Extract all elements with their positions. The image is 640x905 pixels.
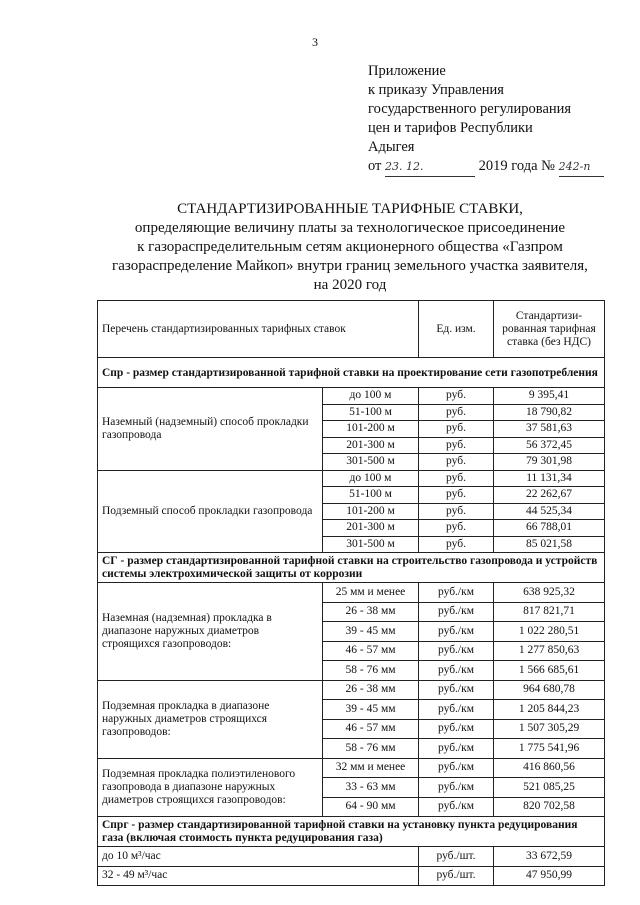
date-prefix: от [368, 158, 382, 174]
unit-cell: руб. [419, 454, 494, 471]
rate-cell: 820 702,58 [494, 797, 605, 817]
tariff-table [97, 300, 605, 886]
range-cell: 33 - 63 мм [323, 778, 419, 798]
unit-cell: руб./км [419, 661, 494, 681]
table-row [98, 758, 605, 778]
header-list: Перечень стандартизированных тарифных ставок [98, 301, 419, 358]
title-line: газораспределение Майкоп» внутри границ земельного участка заявителя, [112, 258, 588, 274]
rate-cell: 1 775 541,96 [494, 739, 605, 759]
unit-cell: руб./км [419, 602, 494, 622]
range-cell: до 100 м [323, 470, 419, 487]
range-cell: 26 - 38 мм [323, 602, 419, 622]
unit-cell: руб./км [419, 680, 494, 700]
table-row [98, 847, 605, 867]
range-cell: до 100 м [323, 388, 419, 405]
rate-cell: 47 950,99 [494, 866, 605, 886]
rate-cell: 85 021,58 [494, 536, 605, 553]
title-line: СТАНДАРТИЗИРОВАННЫЕ ТАРИФНЫЕ СТАВКИ, [177, 201, 523, 217]
section-header-row [98, 553, 605, 583]
unit-cell: руб. [419, 421, 494, 438]
unit-cell: руб./км [419, 758, 494, 778]
appendix-line: к приказу Управления [368, 82, 504, 98]
rate-cell: 1 205 844,23 [494, 700, 605, 720]
table-row [98, 680, 605, 700]
unit-cell: руб./км [419, 641, 494, 661]
unit-cell: руб. [419, 437, 494, 454]
unit-cell: руб./км [419, 700, 494, 720]
rate-cell: 817 821,71 [494, 602, 605, 622]
unit-cell: руб./шт. [419, 866, 494, 886]
range-cell: 39 - 45 мм [323, 622, 419, 642]
range-cell: 46 - 57 мм [323, 719, 419, 739]
section-title: СГ - размер стандартизированной тарифной ставки на строительство газопровода и устройств системы электрохимической защиты от коррозии [98, 553, 605, 583]
appendix-line: Адыгея [368, 139, 415, 155]
title-line: к газораспределительным сетям акционерного общества «Газпром [137, 239, 563, 255]
unit-cell: руб. [419, 487, 494, 504]
unit-cell: руб./км [419, 778, 494, 798]
page-number: 3 [312, 35, 318, 49]
table-row [98, 470, 605, 487]
unit-cell: руб./км [419, 622, 494, 642]
range-cell: 201-300 м [323, 437, 419, 454]
unit-cell: руб. [419, 404, 494, 421]
header-rate: Стандартизи-рованная тарифная ставка (без НДС) [494, 301, 605, 358]
range-cell: 101-200 м [323, 503, 419, 520]
range-cell: 51-100 м [323, 487, 419, 504]
appendix-line: Приложение [368, 63, 446, 79]
section-title: Спр - размер стандартизированной тарифной ставки на проектирование сети газопотребления [98, 358, 605, 388]
header-unit: Ед. изм. [419, 301, 494, 358]
unit-cell: руб. [419, 470, 494, 487]
rate-cell: 66 788,01 [494, 520, 605, 537]
range-cell: 26 - 38 мм [323, 680, 419, 700]
unit-cell: руб./км [419, 797, 494, 817]
unit-cell: руб. [419, 388, 494, 405]
range-cell: 46 - 57 мм [323, 641, 419, 661]
table-row [98, 866, 605, 886]
table-row [98, 388, 605, 405]
group-name: Наземная (надземная) прокладка в диапазоне наружных диаметров строящихся газопроводов: [98, 583, 323, 681]
table-row [98, 583, 605, 603]
rate-cell: 56 372,45 [494, 437, 605, 454]
rate-cell: 521 085,25 [494, 778, 605, 798]
unit-cell: руб. [419, 520, 494, 537]
range-cell: 51-100 м [323, 404, 419, 421]
range-cell: 64 - 90 мм [323, 797, 419, 817]
group-name: Наземный (надземный) способ прокладки газопровода [98, 388, 323, 471]
handwritten-date: 23. 12. [385, 157, 475, 177]
range-cell: 39 - 45 мм [323, 700, 419, 720]
section-title: Спрг - размер стандартизированной тарифной ставки на установку пункта редуцирования газа (включая стоимость пункта редуцирования газа) [98, 817, 605, 847]
rate-cell: 1 277 850,63 [494, 641, 605, 661]
range-cell: 201-300 м [323, 520, 419, 537]
rate-cell: 9 395,41 [494, 388, 605, 405]
rate-cell: 1 566 685,61 [494, 661, 605, 681]
unit-cell: руб./шт. [419, 847, 494, 867]
rate-cell: 964 680,78 [494, 680, 605, 700]
title-line: определяющие величину платы за технологическое присоединение [134, 220, 566, 236]
unit-cell: руб. [419, 503, 494, 520]
range-cell: 58 - 76 мм [323, 661, 419, 681]
capacity-cell: 32 - 49 м³/час [98, 866, 419, 886]
document-title [90, 200, 610, 295]
rate-cell: 1 022 280,51 [494, 622, 605, 642]
range-cell: 58 - 76 мм [323, 739, 419, 759]
title-line: на 2020 год [313, 277, 387, 293]
year-text: 2019 года № [478, 158, 555, 174]
rate-cell: 11 131,34 [494, 470, 605, 487]
group-name: Подземная прокладка полиэтиленового газопровода в диапазоне наружных диаметров строящихся газопроводов: [98, 758, 323, 817]
order-date-line [368, 157, 604, 177]
section-header-row [98, 358, 605, 388]
range-cell: 32 мм и менее [323, 758, 419, 778]
capacity-cell: до 10 м³/час [98, 847, 419, 867]
range-cell: 301-500 м [323, 536, 419, 553]
rate-cell: 79 301,98 [494, 454, 605, 471]
group-name: Подземная прокладка в диапазоне наружных диаметров строящихся газопроводов: [98, 680, 323, 758]
rate-cell: 22 262,67 [494, 487, 605, 504]
unit-cell: руб./км [419, 583, 494, 603]
section-header-row [98, 817, 605, 847]
rate-cell: 33 672,59 [494, 847, 605, 867]
rate-cell: 37 581,63 [494, 421, 605, 438]
range-cell: 25 мм и менее [323, 583, 419, 603]
group-name: Подземный способ прокладки газопровода [98, 470, 323, 553]
rate-cell: 416 860,56 [494, 758, 605, 778]
rate-cell: 1 507 305,29 [494, 719, 605, 739]
unit-cell: руб. [419, 536, 494, 553]
appendix-line: государственного регулирования [368, 101, 572, 117]
rate-cell: 638 925,32 [494, 583, 605, 603]
appendix-line: цен и тарифов Республики [368, 120, 533, 136]
appendix-block [368, 62, 604, 177]
range-cell: 101-200 м [323, 421, 419, 438]
unit-cell: руб./км [419, 739, 494, 759]
unit-cell: руб./км [419, 719, 494, 739]
handwritten-number: 242-п [559, 157, 604, 177]
rate-cell: 18 790,82 [494, 404, 605, 421]
range-cell: 301-500 м [323, 454, 419, 471]
rate-cell: 44 525,34 [494, 503, 605, 520]
